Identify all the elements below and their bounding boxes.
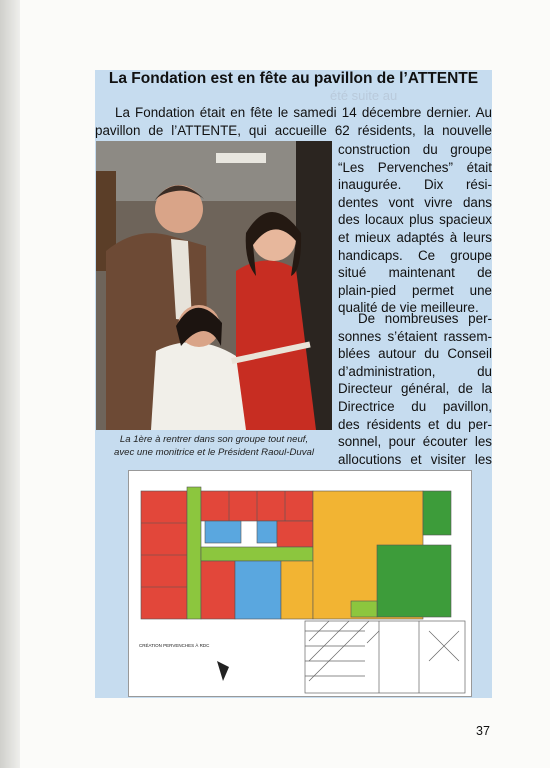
plan-label: CRÉATION PERVENCHES À RDC: [139, 643, 210, 648]
text-line: sonnel, pour écouter les: [338, 434, 492, 450]
floor-plan-drawing: [129, 471, 471, 696]
text-line: Directrice du pavillon,: [338, 398, 492, 414]
text-line: et mieux adaptés à leurs: [338, 229, 492, 245]
plan-room-green: [423, 491, 451, 535]
article-title: La Fondation est en fête au pavillon de l’ATTENTE: [108, 70, 479, 87]
paragraph-2: [338, 310, 492, 486]
caption-line: La 1ère à rentrer dans son groupe tout neuf,: [119, 434, 309, 445]
text-line: De nombreuses per-: [358, 311, 492, 326]
text-line: sonnes s’étaient rassem-: [338, 328, 492, 344]
text-line: construction du groupe: [338, 142, 492, 157]
floor-plan: [128, 470, 472, 697]
paragraph-1: [338, 141, 492, 317]
plan-room-yellow: [281, 561, 313, 619]
plan-room-green: [377, 545, 451, 617]
plan-corridor-green: [201, 547, 313, 561]
plan-room-blue: [257, 521, 277, 543]
plan-corridor-green: [187, 487, 201, 619]
caption-line: avec une monitrice et le Président Raoul-Duval: [114, 447, 314, 458]
text-line: allocutions et visiter les: [338, 451, 492, 467]
intro-line: La Fondation était en fête le samedi 14 décembre dernier. Au: [115, 105, 492, 120]
intro-paragraph: [95, 104, 492, 139]
intro-line: pavillon de l’ATTENTE, qui accueille 62 résidents, la nouvelle: [95, 122, 492, 138]
plan-room-blue: [235, 561, 281, 619]
text-line: d’administration, du: [338, 363, 492, 379]
plan-room-blue: [205, 521, 241, 543]
text-line: des résidents et du per-: [338, 416, 492, 432]
show-through-text: été suite au: [330, 88, 398, 103]
binding-gutter: [0, 0, 20, 768]
text-line: Directeur général, de la: [338, 381, 492, 397]
page-number: 37: [476, 724, 490, 738]
plan-room-red: [277, 521, 313, 547]
plan-room-lightgreen: [351, 601, 377, 617]
photo-caption: [96, 433, 332, 459]
text-line: des locaux plus spacieux: [338, 212, 492, 228]
text-line: situé maintenant de: [338, 265, 492, 281]
text-line: “Les Pervenches” était: [338, 159, 492, 175]
plan-room-red: [201, 561, 235, 619]
text-line: dentes vont vivre dans: [338, 194, 492, 210]
text-line: blées autour du Conseil: [338, 346, 492, 362]
text-line: inaugurée. Dix rési-: [338, 177, 492, 193]
photo-illustration: [96, 141, 332, 430]
text-line: qualité de vie meilleure.: [338, 300, 479, 316]
text-line: plain-pied permet une: [338, 282, 492, 298]
inauguration-photo: [96, 141, 332, 430]
north-arrow-icon: [217, 661, 229, 681]
plan-hatched-area: [305, 621, 465, 693]
text-line: handicaps. Ce groupe: [338, 247, 492, 263]
